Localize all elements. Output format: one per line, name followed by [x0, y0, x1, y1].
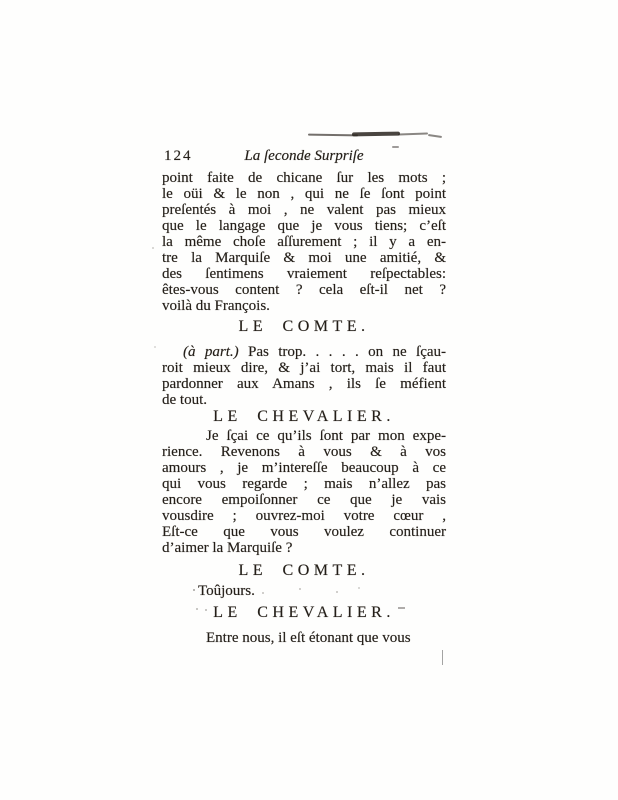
text-line: Eſt-ce que vous voulez continuer	[162, 524, 446, 540]
text-line: tre la Marquiſe & moi une amitié, &	[162, 250, 446, 266]
text-line: point faite de chicane ſur les mots ;	[162, 170, 446, 186]
paragraph-comte-speech	[162, 344, 446, 408]
page-number: 124	[164, 148, 193, 164]
text-line: Entre nous, il eſt étonant que vous	[206, 630, 411, 646]
text-column	[162, 148, 446, 646]
text-line: que le langage que je vous tiens; c’eſt	[162, 218, 446, 234]
text-line: le oüi & le non , qui ne ſe ſont point	[162, 186, 446, 202]
text-line: voilà du François.	[162, 298, 270, 314]
text-line: qui vous regarde ; mais n’allez pas	[162, 476, 446, 492]
speaker-heading-le-chevalier: LE CHEVALIER.	[213, 408, 395, 425]
text-line: vousdire ; ouvrez-moi votre cœur ,	[162, 508, 446, 524]
text-line: encore empoiſonner ce que je vais	[162, 492, 446, 508]
smudge-segment	[398, 132, 428, 135]
paragraph-chevalier-reply	[162, 630, 446, 646]
speck	[154, 346, 156, 348]
paragraph-comte-reply	[162, 583, 446, 599]
text-line: amours , je m’intereſſe beaucoup à ce	[162, 460, 446, 476]
text-line: rience. Revenons à vous & à vos	[162, 444, 446, 460]
text-line: êtes-vous content ? cela eſt-il net ?	[162, 282, 446, 298]
page-header	[162, 148, 446, 166]
speck	[152, 247, 154, 249]
smudge-segment	[352, 132, 400, 136]
running-title: La ſeconde Surpriſe	[244, 148, 364, 164]
text-span: Pas trop. . . . . on ne ſçau-	[238, 344, 446, 360]
scan-artifact-tick	[442, 650, 443, 665]
text-line: d’aimer la Marquiſe ?	[162, 540, 293, 556]
text-line: Je ſçai ce qu’ils ſont par mon expe-	[206, 428, 446, 444]
text-line: Toûjours.	[198, 583, 255, 599]
text-line: des ſentimens vraiement reſpectables:	[162, 266, 446, 282]
paragraph-continuation	[162, 170, 446, 314]
text-line: roit mieux dire, & j’ai tort, mais il faut	[162, 360, 446, 376]
speaker-heading-le-comte: LE COMTE.	[238, 562, 370, 579]
text-line: la même choſe aſſurement ; il y a en-	[162, 234, 446, 250]
text-line: de tout.	[162, 392, 207, 408]
text-line	[162, 344, 446, 360]
paragraph-chevalier-speech	[162, 428, 446, 556]
text-line: pardonner aux Amans , ils ſe méfient	[162, 376, 446, 392]
speaker-heading-le-comte: LE COMTE.	[238, 318, 370, 335]
smudge-segment	[428, 134, 442, 138]
text-line: preſentés à moi , ne valent pas mieux	[162, 202, 446, 218]
smudge-segment	[308, 134, 358, 137]
stage-direction: (à part.)	[183, 344, 239, 360]
speaker-heading-le-chevalier: LE CHEVALIER.	[213, 604, 395, 621]
